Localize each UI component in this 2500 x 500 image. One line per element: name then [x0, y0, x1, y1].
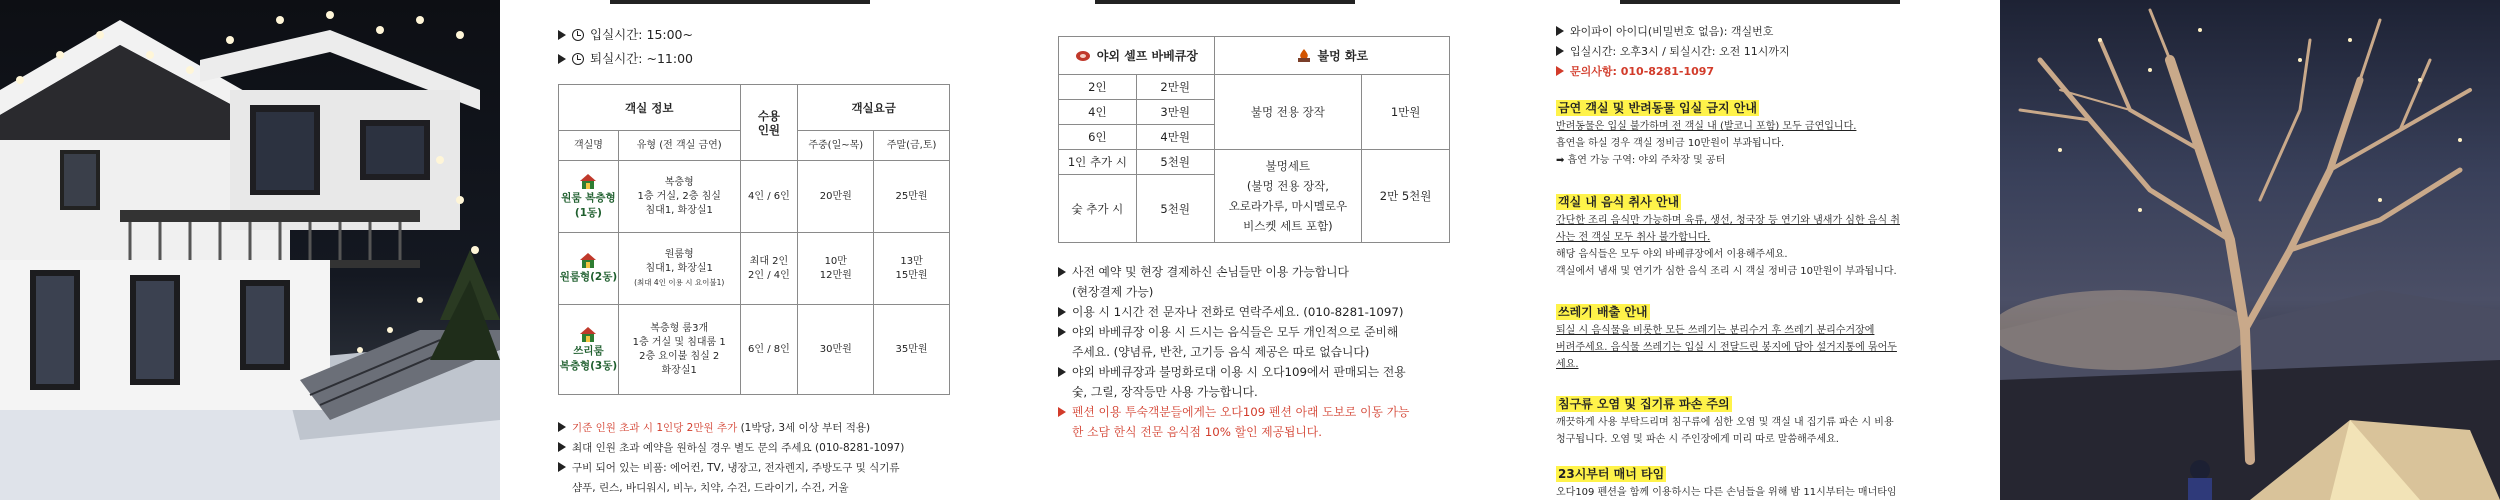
- list-item: 사전 예약 및 현장 결제하신 손님들만 이용 가능합니다: [1058, 262, 1409, 282]
- list-item: 숯, 그릴, 장작등만 사용 가능합니다.: [1072, 385, 1258, 399]
- section-body-manner-time: 오다109 펜션을 함께 이용하시는 다른 손님들을 위해 밤 11시부터는 매너타임: [1556, 487, 1897, 498]
- subheader-weekend: 주말(금,토): [874, 131, 950, 161]
- fire-pit-icon: [1296, 49, 1312, 63]
- list-item: 주세요. (양념류, 반찬, 고기등 음식 제공은 따로 없습니다): [1072, 345, 1370, 359]
- bullet-triangle-icon: [1058, 407, 1066, 417]
- section-title-no-smoking: 금연 객실 및 반려동물 입실 금지 안내: [1558, 101, 1757, 115]
- table-row: 숯 추가 시 5천원: [1059, 175, 1450, 243]
- clock-icon: [572, 53, 584, 65]
- list-item: 야외 바베큐장과 불멍화로대 이용 시 오다109에서 판매되는 전용: [1058, 362, 1409, 382]
- list-item: 최대 인원 초과 예약을 원하실 경우 별도 문의 주세요 (010-8281-1097): [558, 438, 904, 458]
- room-weekday-price: 10만 12만원: [798, 233, 874, 305]
- table-row: [559, 161, 950, 233]
- bullet-triangle-icon: [1058, 267, 1066, 277]
- room-name: 원룸형(2동): [559, 271, 618, 283]
- list-item: 이용 시 1시간 전 문자나 전화로 연락주세요. (010-8281-1097): [1058, 302, 1409, 322]
- bullet-triangle-icon: [1556, 66, 1564, 76]
- list-item: 와이파이 아이디(비밀번호 없음): 객실번호: [1556, 22, 1790, 42]
- house-icon: [578, 326, 598, 342]
- fire-item-wood: 불멍 전용 장작: [1214, 75, 1362, 150]
- checkin-line: 입실시간: 15:00~: [558, 26, 693, 44]
- room-weekend-price: 13만 15만원: [874, 233, 950, 305]
- bullet-triangle-icon: [1556, 46, 1564, 56]
- bullet-triangle-icon: [558, 462, 566, 472]
- room-weekend-price: 25만원: [874, 161, 950, 233]
- section-body-no-smoking: 반려동물은 입실 불가하며 전 객실 내 (발코니 포함) 모두 금연입니다. 흡연을 하실 경우 객실 정비금 10만원이 부과됩니다. ➡ 흡연 가능 구역: 야외 주차장 및 공터: [1556, 121, 1857, 166]
- list-item: (현장결제 가능): [1072, 285, 1154, 299]
- tree-illustration: [2000, 0, 2500, 500]
- room-capacity: 4인 / 6인: [740, 161, 798, 233]
- cropped-heading: [1620, 0, 1900, 4]
- header-fee: 객실요금: [798, 85, 950, 131]
- fire-price-wood: 1만원: [1362, 75, 1450, 150]
- bbq-notes: [1058, 262, 1409, 442]
- room-type: 복층형 룸3개 1층 거실 및 침대룸 1 2층 요이불 침실 2 화장실1: [618, 305, 740, 395]
- bullet-triangle-icon: [1058, 307, 1066, 317]
- section-body-bedding: 깨끗하게 사용 부탁드리며 침구류에 심한 오염 및 객실 내 집기류 파손 시 비용 청구됩니다. 오염 및 파손 시 주인장에게 미리 따로 말씀해주세요.: [1556, 417, 1894, 445]
- bullet-triangle-icon: [558, 422, 566, 432]
- section-body-trash: 퇴실 시 음식물을 비롯한 모든 쓰레기는 분리수거 후 쓰레기 분리수거장에 버려주세요. 음식물 쓰레기는 입실 시 전달드린 봉지에 담아 설거지통에 묶어두 세요.: [1556, 325, 1897, 370]
- table-row: 6인 4만원: [1059, 125, 1450, 150]
- section-title-cooking: 객실 내 음식 취사 안내: [1558, 195, 1680, 209]
- room-name: 원룸 복층형 (1동): [561, 191, 616, 219]
- bullet-triangle-icon: [558, 30, 566, 40]
- list-item: 야외 바베큐장 이용 시 드시는 음식들은 모두 개인적으로 준비해: [1058, 322, 1409, 342]
- bullet-triangle-icon: [1058, 327, 1066, 337]
- bbq-info-column: [1000, 0, 1500, 500]
- room-rate-table: [558, 84, 950, 395]
- section-title-bedding: 침구류 오염 및 집기류 파손 주의: [1558, 397, 1730, 411]
- table-row: 2인 2만원 불멍 전용 장작 1만원: [1059, 75, 1450, 100]
- header-fire: 불멍 화로: [1214, 37, 1449, 75]
- house-icon: [578, 173, 598, 189]
- room-notes: [558, 418, 904, 498]
- room-capacity: 6인 / 8인: [740, 305, 798, 395]
- room-info-column: [500, 0, 1000, 500]
- subheader-type: 유형 (전 객실 금연): [618, 131, 740, 161]
- wifi-info: [1556, 22, 1790, 82]
- header-capacity: 수용 인원: [740, 85, 798, 161]
- guest-rules-column: [1500, 0, 2000, 500]
- tree-camp-night-photo: [2000, 0, 2500, 500]
- room-weekend-price: 35만원: [874, 305, 950, 395]
- clock-icon: [572, 29, 584, 41]
- room-weekday-price: 30만원: [798, 305, 874, 395]
- cropped-heading: [610, 0, 870, 4]
- list-item: 구비 되어 있는 비품: 에어컨, TV, 냉장고, 전자렌지, 주방도구 및 식기류: [558, 458, 904, 478]
- cabin-night-photo: [0, 0, 500, 500]
- room-type-note: (최대 4인 이용 시 요이불1): [634, 277, 725, 287]
- room-type: 복층형 1층 거실, 2층 침실 침대1, 화장실1: [618, 161, 740, 233]
- list-item: 한 소담 한식 전문 음식점 10% 할인 제공됩니다.: [1072, 425, 1322, 439]
- list-item: 샴푸, 린스, 바디워시, 비누, 치약, 수건, 드라이기, 수건, 거울: [572, 482, 849, 494]
- list-item: 기준 인원 초과 시 1인당 2만원 추가 (1박당, 3세 이상 부터 적용): [558, 418, 904, 438]
- bullet-triangle-icon: [1556, 26, 1564, 36]
- fire-price-set: 2만 5천원: [1362, 150, 1450, 243]
- header-room-info: 객실 정보: [559, 85, 741, 131]
- list-item: 펜션 이용 투숙객분들에게는 오다109 펜션 아래 도보로 이동 가능: [1058, 402, 1409, 422]
- bullet-triangle-icon: [558, 54, 566, 64]
- subheader-weekday: 주중(일~목): [798, 131, 874, 161]
- room-name: 쓰리룸 복층형(3동): [559, 344, 618, 372]
- table-row: 4인 3만원: [1059, 100, 1450, 125]
- bullet-triangle-icon: [558, 442, 566, 452]
- bullet-triangle-icon: [1058, 367, 1066, 377]
- room-weekday-price: 20만원: [798, 161, 874, 233]
- house-icon: [578, 252, 598, 268]
- room-capacity: 최대 2인 2인 / 4인: [740, 233, 798, 305]
- checkout-line: 퇴실시간: ~11:00: [558, 50, 693, 68]
- header-bbq: 야외 셀프 바베큐장: [1059, 37, 1215, 75]
- list-item: 입실시간: 오후3시 / 퇴실시간: 오전 11시까지: [1556, 42, 1790, 62]
- cabin-illustration: [0, 0, 500, 500]
- room-type: 원룸형 침대1, 화장실1: [645, 248, 713, 274]
- table-row: 1인 추가 시 5천원 불멍세트 (불멍 전용 장작, 오로라가루, 마시멜로우 비스켓 세트 포함) 2만 5천원: [1059, 150, 1450, 175]
- bbq-price-table: [1058, 36, 1450, 243]
- section-title-manner-time: 23시부터 매너 타임: [1558, 467, 1665, 481]
- table-row: [559, 233, 950, 305]
- fire-item-set: 불멍세트 (불멍 전용 장작, 오로라가루, 마시멜로우 비스켓 세트 포함): [1214, 150, 1362, 243]
- section-title-trash: 쓰레기 배출 안내: [1558, 305, 1648, 319]
- section-body-cooking: 간단한 조리 음식만 가능하며 육류, 생선, 청국장 등 연기와 냄새가 심한 음식 취 사는 전 객실 모두 취사 불가합니다. 해당 음식들은 모두 야외 바베큐장에서 이용해주세요. 객실에서 냄새 및 연기가 심한 음식 조리 시 객실 정비금 10만원이 부과됩니다.: [1556, 215, 1900, 277]
- cropped-heading: [1095, 0, 1355, 4]
- subheader-room-name: 객실명: [559, 131, 619, 161]
- table-row: [559, 305, 950, 395]
- meat-icon: [1075, 49, 1091, 63]
- contact-line: 문의사항: 010-8281-1097: [1556, 62, 1790, 82]
